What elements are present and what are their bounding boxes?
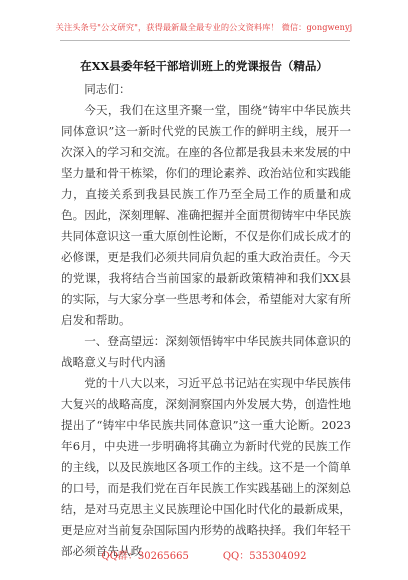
document-body: [61, 79, 351, 562]
salutation: 同志们：: [84, 82, 131, 96]
header-divider: [60, 40, 350, 41]
section-heading: 一、登高望远：深刻领悟铸牢中华民族共同体意识的战略意义与时代内涵: [61, 334, 351, 369]
body-paragraph: 今天，我们在这里齐聚一堂，围绕“铸牢中华民族共同体意识”这一新时代党的民族工作的鲜明主线，展开一次深入的学习和交流。在座的各位都是我县未来发展的中坚力量和骨干栋梁，你们的理论素养、政治站位和实践能力，直接关系到我县民族工作乃至全局工作的质量和成色。因此，深刻理解、准确把握并全面贯彻铸牢中华民族共同体意识这一重大原创性论断，不仅是你们成长成才的必修课，更是我们必须共同肩负起的重大政治责任。今天的党课，我将结合当前国家的最新政策精神和我们XX县的实际，与大家分享一些思考和体会，希望能对大家有所启发和帮助。: [61, 103, 351, 327]
footer-qq: QQ：535304092: [222, 551, 307, 562]
footer-qq-group: QQ群：30265665: [101, 551, 189, 562]
footer-contact: [0, 547, 408, 562]
header-banner: 关注头条号"公文研究"，获得最新最全最专业的公文资料库！ 微信：gongwenyj: [55, 22, 353, 32]
document-title: 在XX县委年轻干部培训班上的党课报告（精品）: [80, 59, 328, 73]
body-paragraph: 党的十八大以来，习近平总书记站在实现中华民族伟大复兴的战略高度，深刻洞察国内外发展大势，创造性地提出了“铸牢中华民族共同体意识”这一重大论断。2023年6月，中央进一步明确将其确立为新时代党的民族工作的主线，以及民族地区各项工作的主线。这不是一个简单的口号，而是我们党在百年民族工作实践基础上的深刻总结，是对马克思主义民族理论中国化时代化的最新成果，更是应对当前复杂国际国内形势的战略抉择。我们年轻干部必须首先从政: [61, 376, 351, 558]
